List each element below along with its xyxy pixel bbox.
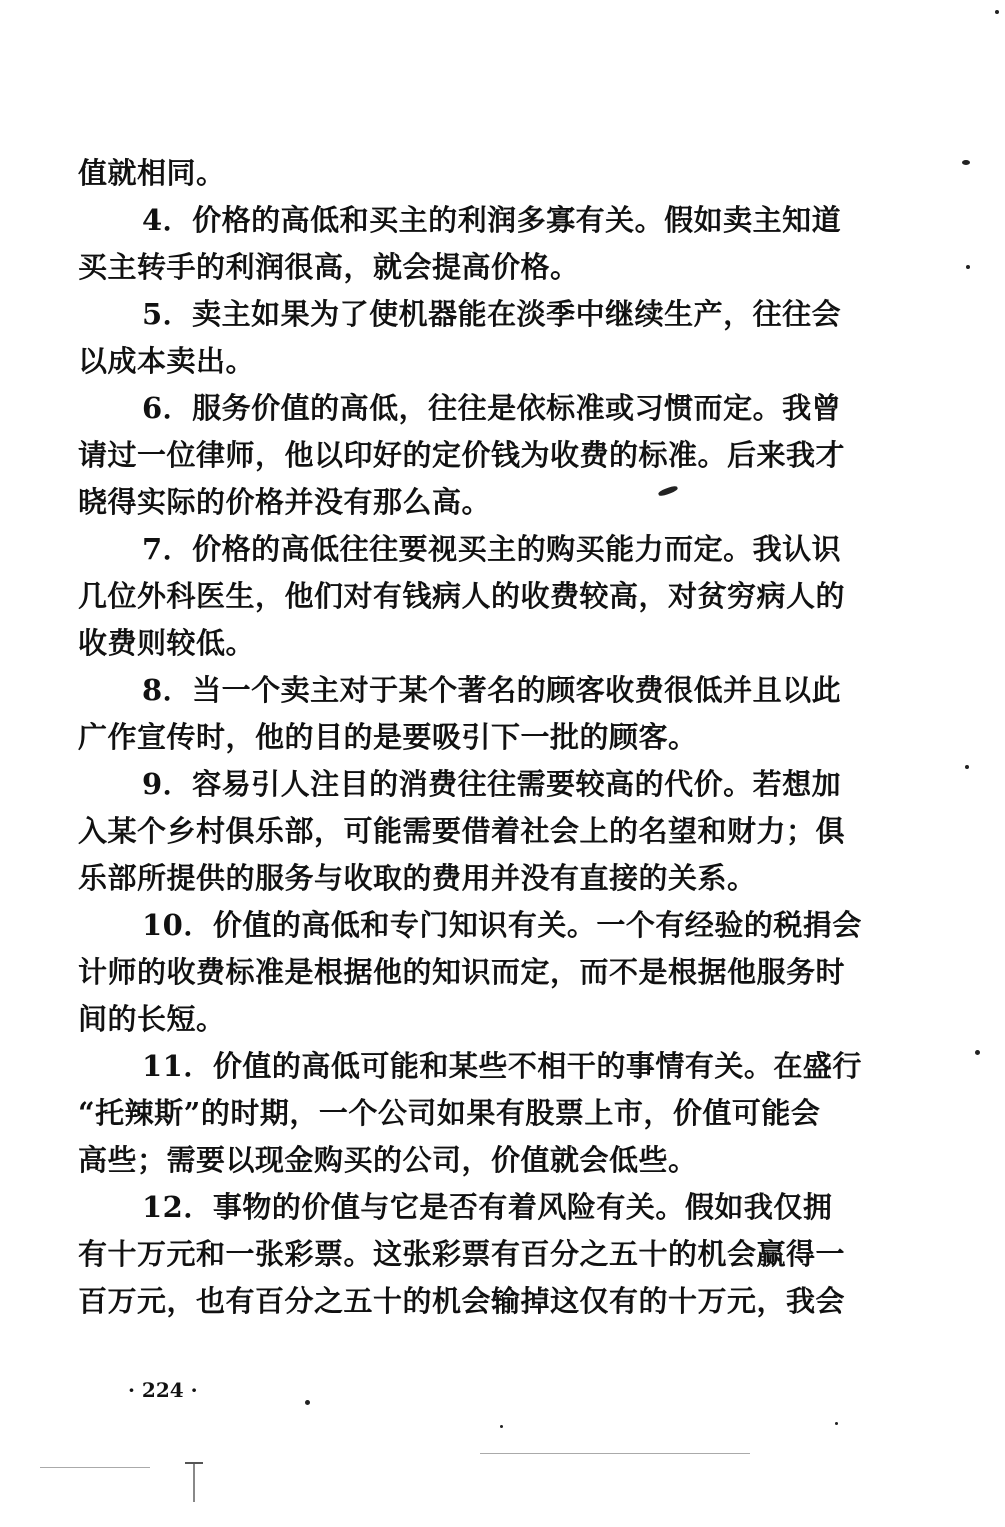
scan-speck xyxy=(965,765,969,769)
scan-speck xyxy=(835,1422,838,1425)
scan-speck xyxy=(962,160,970,165)
text-line: 几位外科医生，他们对有钱病人的收费较高，对贫穷病人的 xyxy=(78,579,846,613)
text-line: 12．事物的价值与它是否有着风险有关。假如我仅拥 xyxy=(142,1190,833,1224)
text-line: 11．价值的高低可能和某些不相干的事情有关。在盛行 xyxy=(142,1049,862,1083)
scan-speck xyxy=(975,1050,980,1055)
text-line: 广作宣传时，他的目的是要吸引下一批的顾客。 xyxy=(78,720,698,754)
text-line: 以成本卖出。 xyxy=(78,344,256,378)
text-line: 高些；需要以现金购买的公司，价值就会低些。 xyxy=(78,1143,698,1177)
text-line: 9．容易引人注目的消费往往需要较高的代价。若想加 xyxy=(142,767,842,801)
text-line: “托辣斯”的时期，一个公司如果有股票上市，价值可能会 xyxy=(78,1096,821,1130)
scan-line xyxy=(480,1453,750,1454)
scan-speck xyxy=(966,265,970,269)
text-line: 计师的收费标准是根据他的知识而定，而不是根据他服务时 xyxy=(78,955,846,989)
text-line: 乐部所提供的服务与收取的费用并没有直接的关系。 xyxy=(78,861,757,895)
text-line: 入某个乡村俱乐部，可能需要借着社会上的名望和财力；俱 xyxy=(78,814,846,848)
text-line: 间的长短。 xyxy=(78,1002,226,1036)
scan-speck xyxy=(305,1400,310,1405)
scan-speck xyxy=(500,1425,503,1428)
text-line: 5．卖主如果为了使机器能在淡季中继续生产，往往会 xyxy=(142,297,842,331)
scan-speck xyxy=(995,10,999,14)
text-line: 7．价格的高低往往要视买主的购买能力而定。我认识 xyxy=(142,532,842,566)
body-text xyxy=(78,150,862,1325)
text-line: 晓得实际的价格并没有那么高。 xyxy=(78,485,492,519)
page-number: · 224 · xyxy=(128,1378,198,1402)
text-line: 收费则较低。 xyxy=(78,626,256,660)
text-line: 6．服务价值的高低，往往是依标准或习惯而定。我曾 xyxy=(142,391,842,425)
text-line: 有十万元和一张彩票。这张彩票有百分之五十的机会赢得一 xyxy=(78,1237,846,1271)
text-line: 买主转手的利润很高，就会提高价格。 xyxy=(78,250,580,284)
text-line: 请过一位律师，他以印好的定价钱为收费的标准。后来我才 xyxy=(78,438,846,472)
text-line: 10．价值的高低和专门知识有关。一个有经验的税捐会 xyxy=(142,908,862,942)
scan-line xyxy=(193,1462,195,1502)
text-line: 百万元，也有百分之五十的机会输掉这仅有的十万元，我会 xyxy=(78,1284,846,1318)
text-line: 值就相同。 xyxy=(78,156,226,190)
text-line: 8．当一个卖主对于某个著名的顾客收费很低并且以此 xyxy=(142,673,842,707)
scan-line xyxy=(40,1467,150,1468)
text-line: 4．价格的高低和买主的利润多寡有关。假如卖主知道 xyxy=(142,203,842,237)
